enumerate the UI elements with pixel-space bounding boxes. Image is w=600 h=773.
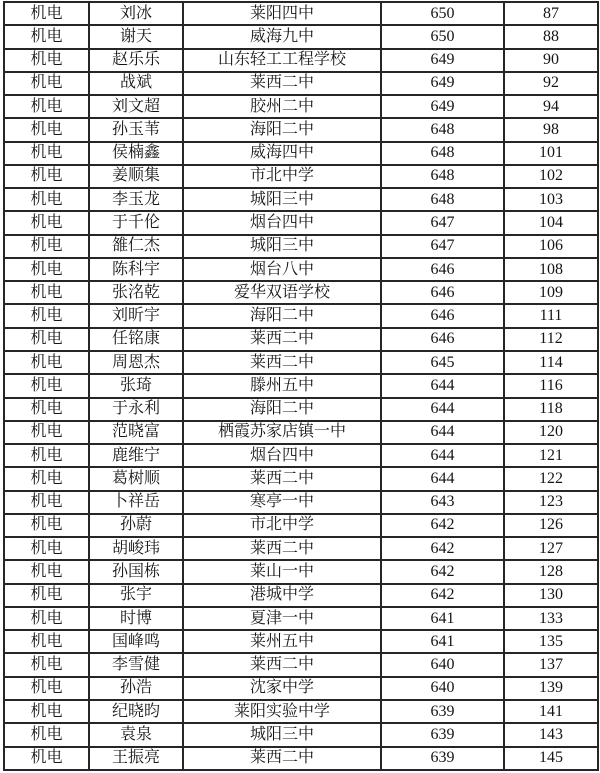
score-cell: 641 <box>381 607 504 630</box>
category-cell: 机电 <box>4 560 89 583</box>
table-row <box>4 467 598 490</box>
rank-cell: 102 <box>504 165 598 188</box>
score-cell: 648 <box>381 188 504 211</box>
table-row <box>4 514 598 537</box>
table-row <box>4 444 598 467</box>
school-cell: 海阳二中 <box>183 398 381 421</box>
school-cell: 威海九中 <box>183 25 381 48</box>
name-cell: 张洺乾 <box>89 281 183 304</box>
category-cell: 机电 <box>4 630 89 653</box>
name-cell: 张宇 <box>89 584 183 607</box>
rank-cell: 122 <box>504 467 598 490</box>
score-cell: 646 <box>381 281 504 304</box>
category-cell: 机电 <box>4 747 89 771</box>
rank-cell: 104 <box>504 211 598 234</box>
category-cell: 机电 <box>4 304 89 327</box>
category-cell: 机电 <box>4 328 89 351</box>
rank-cell: 92 <box>504 72 598 95</box>
school-cell: 烟台四中 <box>183 211 381 234</box>
name-cell: 胡峻玮 <box>89 537 183 560</box>
score-cell: 649 <box>381 95 504 118</box>
table-row <box>4 537 598 560</box>
rank-cell: 126 <box>504 514 598 537</box>
school-cell: 栖霞苏家店镇一中 <box>183 421 381 444</box>
school-cell: 寒亭一中 <box>183 491 381 514</box>
category-cell: 机电 <box>4 118 89 141</box>
score-cell: 639 <box>381 747 504 771</box>
school-cell: 海阳二中 <box>183 118 381 141</box>
name-cell: 袁泉 <box>89 723 183 746</box>
school-cell: 港城中学 <box>183 584 381 607</box>
school-cell: 市北中学 <box>183 165 381 188</box>
category-cell: 机电 <box>4 537 89 560</box>
score-cell: 644 <box>381 398 504 421</box>
name-cell: 纪晓昀 <box>89 700 183 723</box>
rank-cell: 145 <box>504 747 598 771</box>
category-cell: 机电 <box>4 467 89 490</box>
name-cell: 刘昕宇 <box>89 304 183 327</box>
category-cell: 机电 <box>4 95 89 118</box>
category-cell: 机电 <box>4 351 89 374</box>
score-cell: 647 <box>381 211 504 234</box>
name-cell: 雒仁杰 <box>89 235 183 258</box>
name-cell: 孙浩 <box>89 677 183 700</box>
rank-cell: 141 <box>504 700 598 723</box>
category-cell: 机电 <box>4 165 89 188</box>
score-cell: 646 <box>381 328 504 351</box>
score-cell: 648 <box>381 118 504 141</box>
category-cell: 机电 <box>4 444 89 467</box>
school-cell: 滕州五中 <box>183 374 381 397</box>
rank-cell: 128 <box>504 560 598 583</box>
category-cell: 机电 <box>4 258 89 281</box>
name-cell: 时博 <box>89 607 183 630</box>
category-cell: 机电 <box>4 607 89 630</box>
category-cell: 机电 <box>4 584 89 607</box>
table-row <box>4 235 598 258</box>
table-row <box>4 142 598 165</box>
page <box>0 1 600 773</box>
name-cell: 卜祥岳 <box>89 491 183 514</box>
table-row <box>4 165 598 188</box>
rank-cell: 118 <box>504 398 598 421</box>
rank-cell: 108 <box>504 258 598 281</box>
table-row <box>4 25 598 48</box>
category-cell: 机电 <box>4 72 89 95</box>
name-cell: 陈科宇 <box>89 258 183 281</box>
school-cell: 莱西二中 <box>183 328 381 351</box>
name-cell: 葛树顺 <box>89 467 183 490</box>
school-cell: 莱山一中 <box>183 560 381 583</box>
rank-cell: 103 <box>504 188 598 211</box>
table-row <box>4 258 598 281</box>
score-cell: 640 <box>381 653 504 676</box>
category-cell: 机电 <box>4 188 89 211</box>
table-row <box>4 491 598 514</box>
score-cell: 642 <box>381 514 504 537</box>
score-cell: 648 <box>381 165 504 188</box>
name-cell: 刘文超 <box>89 95 183 118</box>
table-row <box>4 304 598 327</box>
table-row <box>4 607 598 630</box>
rank-cell: 106 <box>504 235 598 258</box>
category-cell: 机电 <box>4 421 89 444</box>
school-cell: 城阳三中 <box>183 188 381 211</box>
rank-cell: 139 <box>504 677 598 700</box>
category-cell: 机电 <box>4 2 89 25</box>
table-row <box>4 630 598 653</box>
rank-cell: 116 <box>504 374 598 397</box>
score-cell: 639 <box>381 723 504 746</box>
category-cell: 机电 <box>4 211 89 234</box>
name-cell: 于永利 <box>89 398 183 421</box>
score-cell: 650 <box>381 2 504 25</box>
category-cell: 机电 <box>4 281 89 304</box>
rank-cell: 114 <box>504 351 598 374</box>
score-cell: 647 <box>381 235 504 258</box>
table-row <box>4 95 598 118</box>
school-cell: 莱州五中 <box>183 630 381 653</box>
name-cell: 张琦 <box>89 374 183 397</box>
category-cell: 机电 <box>4 374 89 397</box>
school-cell: 烟台八中 <box>183 258 381 281</box>
table-row <box>4 723 598 746</box>
table-row <box>4 560 598 583</box>
score-cell: 650 <box>381 25 504 48</box>
school-cell: 夏津一中 <box>183 607 381 630</box>
category-cell: 机电 <box>4 398 89 421</box>
category-cell: 机电 <box>4 25 89 48</box>
rank-cell: 130 <box>504 584 598 607</box>
score-cell: 644 <box>381 444 504 467</box>
score-cell: 640 <box>381 677 504 700</box>
table-row <box>4 653 598 676</box>
rank-cell: 109 <box>504 281 598 304</box>
name-cell: 孙玉苇 <box>89 118 183 141</box>
score-cell: 649 <box>381 49 504 72</box>
rank-cell: 120 <box>504 421 598 444</box>
category-cell: 机电 <box>4 49 89 72</box>
rank-cell: 143 <box>504 723 598 746</box>
name-cell: 任铭康 <box>89 328 183 351</box>
school-cell: 莱西二中 <box>183 351 381 374</box>
score-cell: 648 <box>381 142 504 165</box>
category-cell: 机电 <box>4 142 89 165</box>
table-row <box>4 49 598 72</box>
score-cell: 642 <box>381 537 504 560</box>
score-cell: 639 <box>381 700 504 723</box>
score-cell: 649 <box>381 72 504 95</box>
school-cell: 海阳二中 <box>183 304 381 327</box>
school-cell: 莱阳四中 <box>183 2 381 25</box>
table-row <box>4 700 598 723</box>
category-cell: 机电 <box>4 700 89 723</box>
rank-cell: 98 <box>504 118 598 141</box>
category-cell: 机电 <box>4 491 89 514</box>
score-cell: 644 <box>381 467 504 490</box>
table-row <box>4 328 598 351</box>
table-row <box>4 281 598 304</box>
school-cell: 城阳三中 <box>183 235 381 258</box>
school-cell: 胶州二中 <box>183 95 381 118</box>
rank-cell: 133 <box>504 607 598 630</box>
school-cell: 山东轻工工程学校 <box>183 49 381 72</box>
score-cell: 642 <box>381 560 504 583</box>
table-row <box>4 677 598 700</box>
name-cell: 于千伦 <box>89 211 183 234</box>
rank-cell: 101 <box>504 142 598 165</box>
rank-cell: 121 <box>504 444 598 467</box>
name-cell: 姜顺集 <box>89 165 183 188</box>
category-cell: 机电 <box>4 723 89 746</box>
name-cell: 范晓富 <box>89 421 183 444</box>
name-cell: 李雪健 <box>89 653 183 676</box>
name-cell: 国峰鸣 <box>89 630 183 653</box>
school-cell: 城阳三中 <box>183 723 381 746</box>
rank-cell: 123 <box>504 491 598 514</box>
table-row <box>4 188 598 211</box>
table-row <box>4 72 598 95</box>
school-cell: 莱西二中 <box>183 537 381 560</box>
table-row <box>4 374 598 397</box>
name-cell: 周恩杰 <box>89 351 183 374</box>
table-row <box>4 351 598 374</box>
rank-cell: 127 <box>504 537 598 560</box>
score-cell: 642 <box>381 584 504 607</box>
score-cell: 644 <box>381 374 504 397</box>
name-cell: 王振亮 <box>89 747 183 771</box>
name-cell: 谢天 <box>89 25 183 48</box>
score-cell: 646 <box>381 258 504 281</box>
school-cell: 威海四中 <box>183 142 381 165</box>
rank-cell: 88 <box>504 25 598 48</box>
school-cell: 莱西二中 <box>183 467 381 490</box>
score-table <box>3 1 599 771</box>
school-cell: 爱华双语学校 <box>183 281 381 304</box>
name-cell: 鹿维宁 <box>89 444 183 467</box>
category-cell: 机电 <box>4 235 89 258</box>
score-cell: 645 <box>381 351 504 374</box>
score-cell: 644 <box>381 421 504 444</box>
table-row <box>4 398 598 421</box>
school-cell: 烟台四中 <box>183 444 381 467</box>
table-row <box>4 211 598 234</box>
school-cell: 莱阳实验中学 <box>183 700 381 723</box>
name-cell: 孙国栋 <box>89 560 183 583</box>
category-cell: 机电 <box>4 514 89 537</box>
school-cell: 莱西二中 <box>183 72 381 95</box>
name-cell: 侯楠鑫 <box>89 142 183 165</box>
school-cell: 市北中学 <box>183 514 381 537</box>
score-table-body <box>4 2 598 770</box>
name-cell: 刘冰 <box>89 2 183 25</box>
school-cell: 莱西二中 <box>183 653 381 676</box>
table-row <box>4 584 598 607</box>
score-cell: 641 <box>381 630 504 653</box>
table-row <box>4 421 598 444</box>
rank-cell: 112 <box>504 328 598 351</box>
rank-cell: 137 <box>504 653 598 676</box>
table-row <box>4 118 598 141</box>
rank-cell: 87 <box>504 2 598 25</box>
rank-cell: 90 <box>504 49 598 72</box>
rank-cell: 135 <box>504 630 598 653</box>
rank-cell: 111 <box>504 304 598 327</box>
category-cell: 机电 <box>4 653 89 676</box>
score-cell: 643 <box>381 491 504 514</box>
rank-cell: 94 <box>504 95 598 118</box>
score-cell: 646 <box>381 304 504 327</box>
category-cell: 机电 <box>4 677 89 700</box>
name-cell: 战斌 <box>89 72 183 95</box>
school-cell: 莱西二中 <box>183 747 381 771</box>
table-row <box>4 747 598 771</box>
name-cell: 赵乐乐 <box>89 49 183 72</box>
school-cell: 沈家中学 <box>183 677 381 700</box>
name-cell: 孙蔚 <box>89 514 183 537</box>
table-row <box>4 2 598 25</box>
name-cell: 李玉龙 <box>89 188 183 211</box>
